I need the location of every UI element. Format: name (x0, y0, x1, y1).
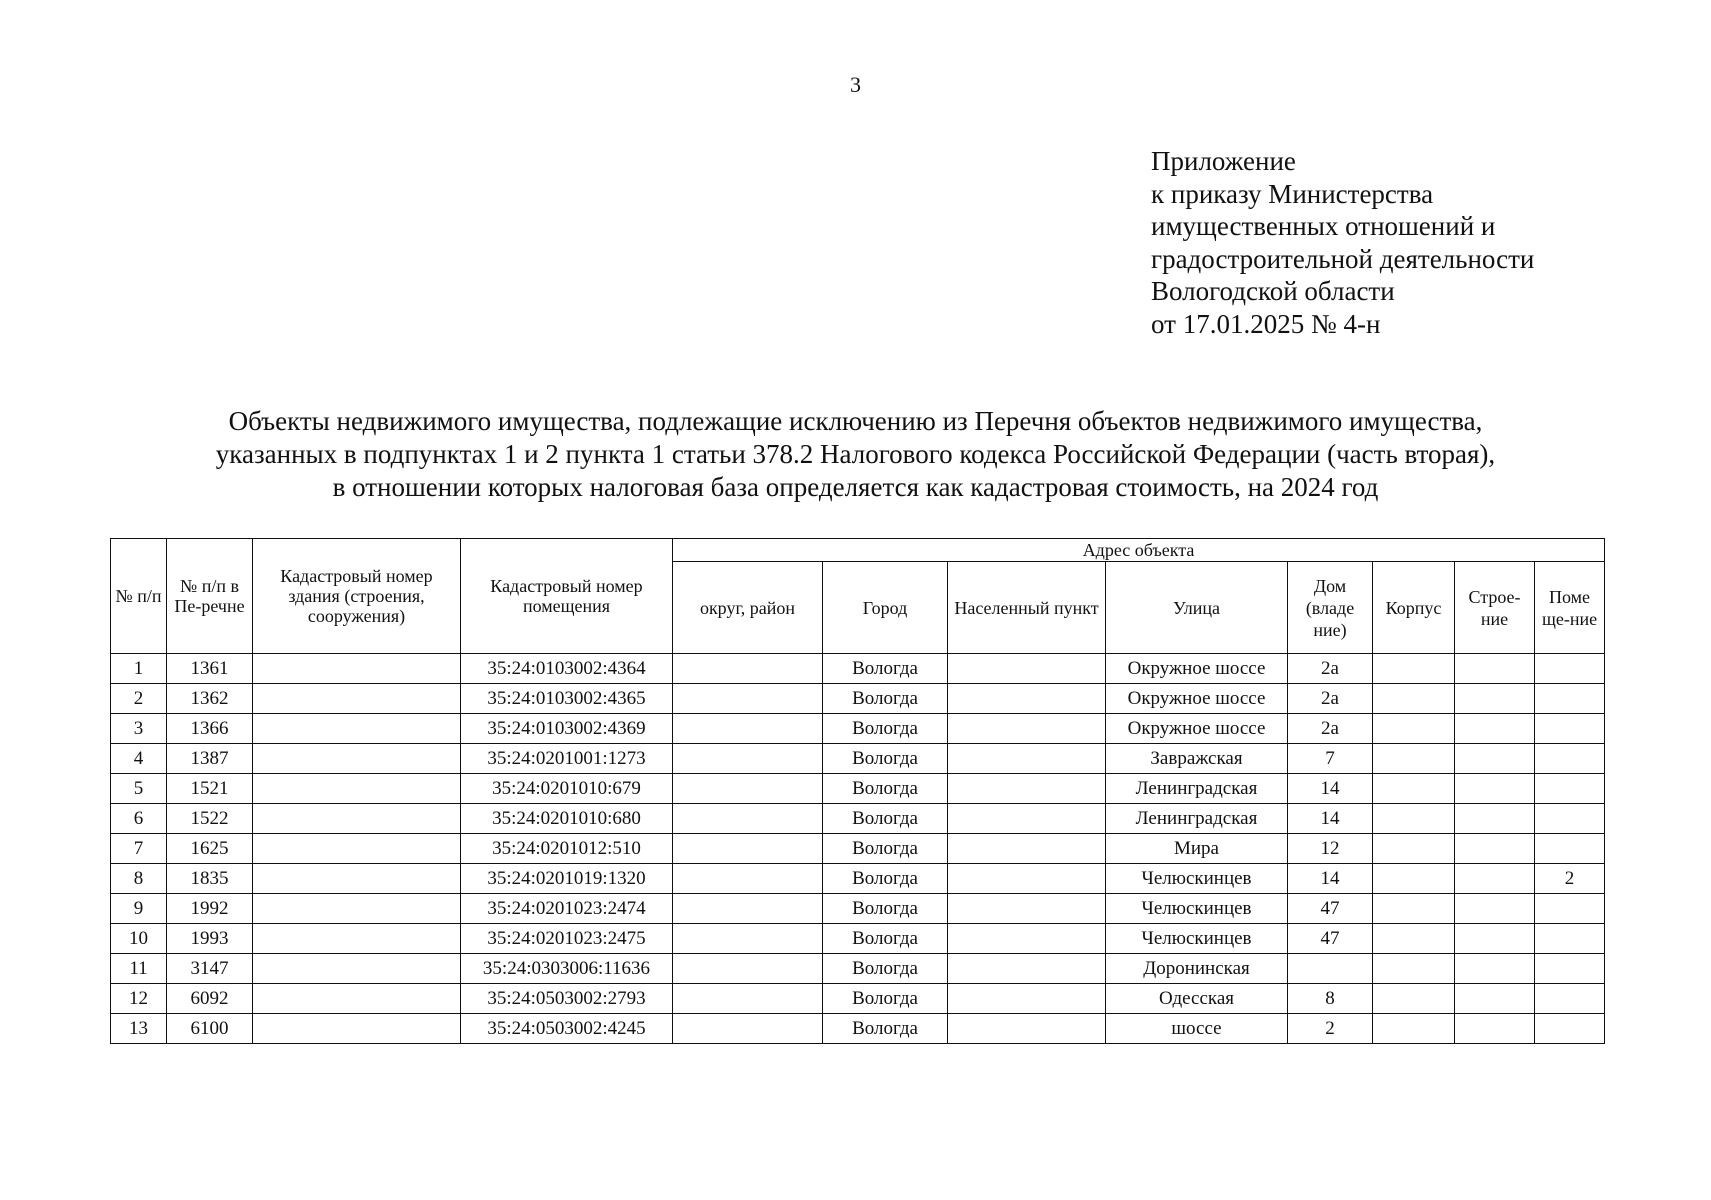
cell-list-num: 1835 (167, 864, 253, 894)
cell-building-cadastral (253, 774, 461, 804)
cell-list-num: 3147 (167, 954, 253, 984)
cell-premises-cadastral: 35:24:0201019:1320 (461, 864, 673, 894)
cell-premises (1535, 714, 1605, 744)
table-row (111, 924, 1605, 954)
cell-district (673, 804, 823, 834)
cell-block (1373, 744, 1455, 774)
cell-street: Ленинградская (1106, 774, 1288, 804)
cell-block (1373, 894, 1455, 924)
cell-num: 2 (111, 684, 167, 714)
cell-premises-cadastral: 35:24:0201023:2475 (461, 924, 673, 954)
cell-block (1373, 684, 1455, 714)
cell-premises (1535, 924, 1605, 954)
cell-premises-cadastral: 35:24:0201001:1273 (461, 744, 673, 774)
cell-street: Челюскинцев (1106, 894, 1288, 924)
table-row (111, 654, 1605, 684)
cell-premises-cadastral: 35:24:0503002:4245 (461, 1014, 673, 1044)
cell-building-cadastral (253, 684, 461, 714)
header-premises: Поме ще-ние (1535, 562, 1605, 654)
cell-street: Ленинградская (1106, 804, 1288, 834)
cell-building-cadastral (253, 894, 461, 924)
cell-street: Окружное шоссе (1106, 684, 1288, 714)
cell-building (1455, 744, 1535, 774)
cell-block (1373, 834, 1455, 864)
cell-city: Вологда (823, 744, 948, 774)
cell-building-cadastral (253, 834, 461, 864)
cell-city: Вологда (823, 714, 948, 744)
cell-list-num: 1992 (167, 894, 253, 924)
header-building-cadastral: Кадастровый номер здания (строения, сооружения) (253, 539, 461, 654)
cell-house: 2а (1288, 684, 1373, 714)
cell-city: Вологда (823, 954, 948, 984)
cell-num: 9 (111, 894, 167, 924)
cell-num: 8 (111, 864, 167, 894)
table-row (111, 984, 1605, 1014)
cell-building-cadastral (253, 804, 461, 834)
cell-premises: 2 (1535, 864, 1605, 894)
cell-district (673, 834, 823, 864)
cell-district (673, 714, 823, 744)
cell-locality (948, 1014, 1106, 1044)
table-row (111, 834, 1605, 864)
cell-city: Вологда (823, 654, 948, 684)
cell-building (1455, 954, 1535, 984)
cell-locality (948, 714, 1106, 744)
cell-house: 2а (1288, 714, 1373, 744)
table-row (111, 1014, 1605, 1044)
cell-num: 10 (111, 924, 167, 954)
table-row (111, 684, 1605, 714)
cell-num: 6 (111, 804, 167, 834)
cell-street: Окружное шоссе (1106, 654, 1288, 684)
cell-premises (1535, 1014, 1605, 1044)
cell-building-cadastral (253, 864, 461, 894)
cell-premises-cadastral: 35:24:0201010:679 (461, 774, 673, 804)
cell-locality (948, 894, 1106, 924)
cell-premises (1535, 744, 1605, 774)
cell-district (673, 864, 823, 894)
header-building: Строе-ние (1455, 562, 1535, 654)
cell-premises-cadastral: 35:24:0201023:2474 (461, 894, 673, 924)
appendix-line: градостроительной деятельности (1151, 243, 1535, 274)
cell-locality (948, 774, 1106, 804)
cell-street: Одесская (1106, 984, 1288, 1014)
cell-locality (948, 654, 1106, 684)
cell-list-num: 1993 (167, 924, 253, 954)
header-block: Корпус (1373, 562, 1455, 654)
cell-locality (948, 684, 1106, 714)
cell-premises (1535, 954, 1605, 984)
cell-house: 8 (1288, 984, 1373, 1014)
cell-block (1373, 654, 1455, 684)
table-body (111, 654, 1605, 1044)
cell-list-num: 6092 (167, 984, 253, 1014)
cell-building (1455, 834, 1535, 864)
cell-building (1455, 654, 1535, 684)
cell-house: 7 (1288, 744, 1373, 774)
cell-block (1373, 804, 1455, 834)
cell-street: шоссе (1106, 1014, 1288, 1044)
title-line: Объекты недвижимого имущества, подлежащие исключению из Перечня объектов недвижимого имущества, (228, 406, 1483, 436)
cell-building-cadastral (253, 954, 461, 984)
header-num: № п/п (111, 539, 167, 654)
cell-list-num: 1361 (167, 654, 253, 684)
cell-house: 47 (1288, 924, 1373, 954)
document-title (0, 405, 1711, 504)
cell-house: 47 (1288, 894, 1373, 924)
table-row (111, 954, 1605, 984)
appendix-line: имущественных отношений и (1151, 211, 1496, 241)
cell-house: 14 (1288, 774, 1373, 804)
cell-building (1455, 1014, 1535, 1044)
cell-block (1373, 864, 1455, 894)
cell-street: Окружное шоссе (1106, 714, 1288, 744)
header-premises-cadastral: Кадастровый номер помещения (461, 539, 673, 654)
cell-district (673, 954, 823, 984)
cell-num: 11 (111, 954, 167, 984)
page-number: 3 (850, 72, 861, 97)
cell-district (673, 774, 823, 804)
header-district: округ, район (673, 562, 823, 654)
appendix-line: от 17.01.2025 № 4-н (1151, 308, 1381, 339)
cell-district (673, 984, 823, 1014)
cell-locality (948, 834, 1106, 864)
cell-premises (1535, 894, 1605, 924)
cell-locality (948, 984, 1106, 1014)
cell-num: 3 (111, 714, 167, 744)
cell-city: Вологда (823, 924, 948, 954)
cell-street: Челюскинцев (1106, 864, 1288, 894)
cell-locality (948, 924, 1106, 954)
cell-premises-cadastral: 35:24:0103002:4369 (461, 714, 673, 744)
header-house: Дом (владе ние) (1288, 562, 1373, 654)
cell-list-num: 1362 (167, 684, 253, 714)
appendix-line: Приложение (1151, 146, 1296, 176)
header-address-group: Адрес объекта (673, 539, 1605, 562)
cell-building (1455, 924, 1535, 954)
cell-building (1455, 894, 1535, 924)
cell-list-num: 6100 (167, 1014, 253, 1044)
cell-street: Завражская (1106, 744, 1288, 774)
cell-num: 1 (111, 654, 167, 684)
cell-building-cadastral (253, 1014, 461, 1044)
cell-premises-cadastral: 35:24:0303006:11636 (461, 954, 673, 984)
cell-list-num: 1366 (167, 714, 253, 744)
header-city: Город (823, 562, 948, 654)
cell-city: Вологда (823, 984, 948, 1014)
cell-street: Доронинская (1106, 954, 1288, 984)
cell-block (1373, 774, 1455, 804)
cell-district (673, 744, 823, 774)
cell-block (1373, 924, 1455, 954)
cell-building-cadastral (253, 714, 461, 744)
cell-district (673, 894, 823, 924)
cell-block (1373, 1014, 1455, 1044)
appendix-block (1151, 145, 1534, 340)
cell-locality (948, 954, 1106, 984)
cell-building (1455, 714, 1535, 744)
cell-building-cadastral (253, 744, 461, 774)
appendix-line: к приказу Министерства (1151, 178, 1434, 209)
cell-building-cadastral (253, 984, 461, 1014)
cell-num: 4 (111, 744, 167, 774)
cell-house: 2а (1288, 654, 1373, 684)
cell-city: Вологда (823, 834, 948, 864)
cell-list-num: 1625 (167, 834, 253, 864)
cell-block (1373, 714, 1455, 744)
title-line: в отношении которых налоговая база определяется как кадастровая стоимость, на 2024 год (332, 472, 1379, 502)
cell-house: 14 (1288, 804, 1373, 834)
cell-list-num: 1521 (167, 774, 253, 804)
cell-building (1455, 984, 1535, 1014)
cell-num: 12 (111, 984, 167, 1014)
cell-premises-cadastral: 35:24:0503002:2793 (461, 984, 673, 1014)
title-line: указанных в подпунктах 1 и 2 пункта 1 статьи 378.2 Налогового кодекса Российской Федерации (часть вторая), (215, 439, 1496, 469)
header-locality: Населенный пункт (948, 562, 1106, 654)
cell-city: Вологда (823, 894, 948, 924)
cell-locality (948, 804, 1106, 834)
property-table (110, 538, 1605, 1044)
cell-house: 2 (1288, 1014, 1373, 1044)
table-row (111, 774, 1605, 804)
cell-city: Вологда (823, 684, 948, 714)
cell-city: Вологда (823, 774, 948, 804)
cell-street: Челюскинцев (1106, 924, 1288, 954)
cell-house (1288, 954, 1373, 984)
cell-premises-cadastral: 35:24:0103002:4364 (461, 654, 673, 684)
cell-list-num: 1387 (167, 744, 253, 774)
cell-block (1373, 984, 1455, 1014)
cell-premises-cadastral: 35:24:0201012:510 (461, 834, 673, 864)
cell-building (1455, 684, 1535, 714)
cell-district (673, 684, 823, 714)
cell-premises (1535, 804, 1605, 834)
table-row (111, 714, 1605, 744)
cell-building-cadastral (253, 654, 461, 684)
cell-building (1455, 774, 1535, 804)
cell-premises-cadastral: 35:24:0103002:4365 (461, 684, 673, 714)
cell-premises (1535, 654, 1605, 684)
cell-premises (1535, 774, 1605, 804)
table-row (111, 744, 1605, 774)
header-list-num: № п/п в Пе-речне (167, 539, 253, 654)
cell-city: Вологда (823, 864, 948, 894)
cell-premises (1535, 684, 1605, 714)
cell-building (1455, 864, 1535, 894)
cell-locality (948, 864, 1106, 894)
cell-house: 12 (1288, 834, 1373, 864)
cell-city: Вологда (823, 1014, 948, 1044)
table-row (111, 864, 1605, 894)
cell-house: 14 (1288, 864, 1373, 894)
cell-locality (948, 744, 1106, 774)
cell-premises (1535, 984, 1605, 1014)
cell-num: 7 (111, 834, 167, 864)
cell-num: 5 (111, 774, 167, 804)
table-row (111, 894, 1605, 924)
cell-district (673, 1014, 823, 1044)
appendix-line: Вологодской области (1151, 276, 1395, 306)
cell-district (673, 924, 823, 954)
cell-num: 13 (111, 1014, 167, 1044)
header-street: Улица (1106, 562, 1288, 654)
cell-premises (1535, 834, 1605, 864)
cell-premises-cadastral: 35:24:0201010:680 (461, 804, 673, 834)
cell-list-num: 1522 (167, 804, 253, 834)
cell-city: Вологда (823, 804, 948, 834)
cell-building (1455, 804, 1535, 834)
cell-building-cadastral (253, 924, 461, 954)
table-row (111, 804, 1605, 834)
cell-district (673, 654, 823, 684)
cell-block (1373, 954, 1455, 984)
cell-street: Мира (1106, 834, 1288, 864)
